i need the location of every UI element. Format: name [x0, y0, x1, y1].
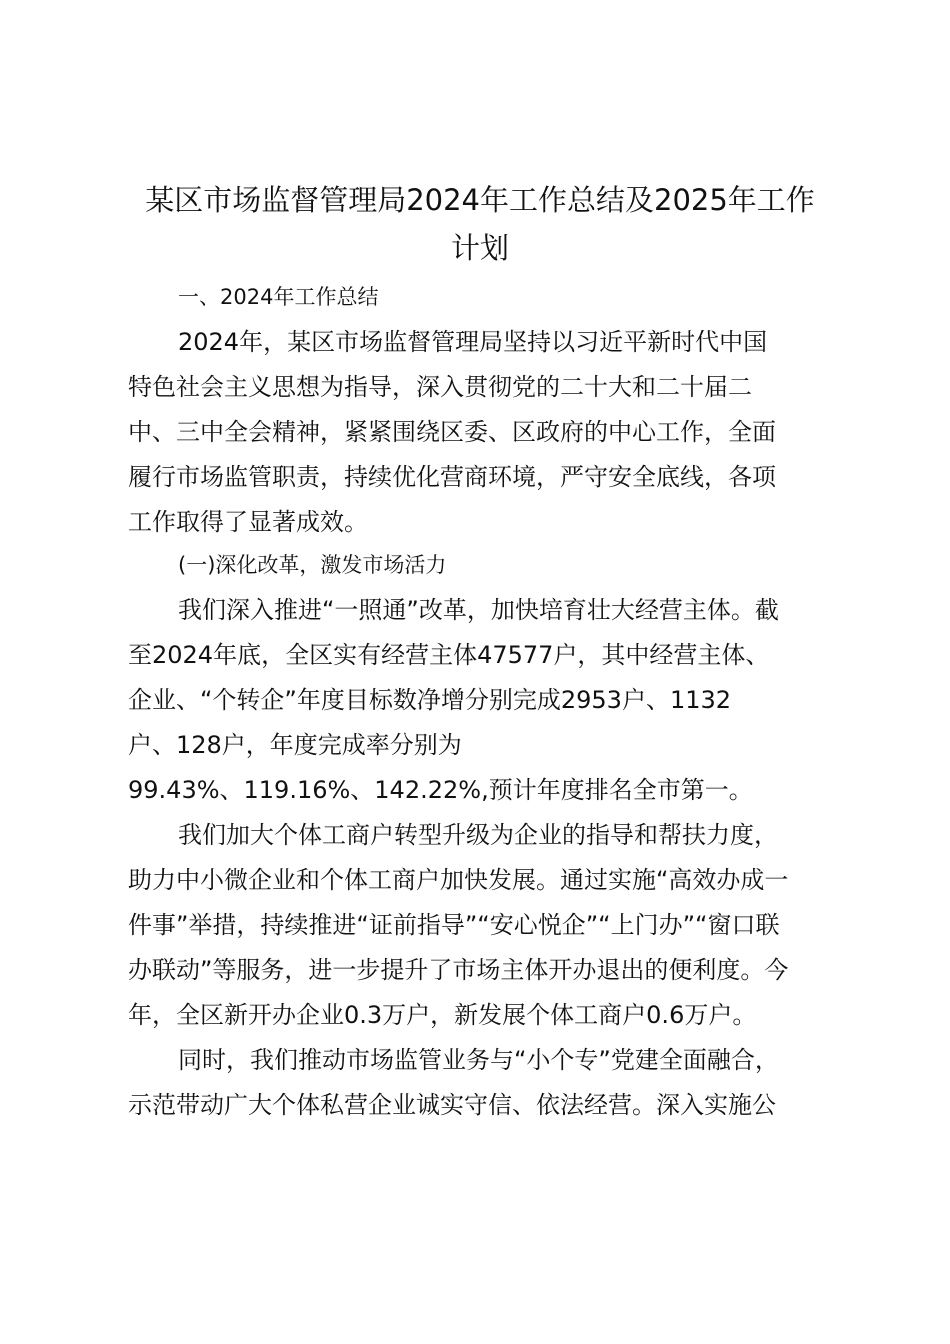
subsection-heading: (一)深化改革，激发市场活力: [178, 553, 447, 577]
paragraph-line: 办联动”等服务，进一步提升了市场主体开办退出的便利度。今: [128, 956, 789, 984]
paragraph-line: 特色社会主义思想为指导，深入贯彻党的二十大和二十届二: [128, 373, 752, 401]
paragraph-line: 99.43%、119.16%、142.22%,预计年度排名全市第一。: [128, 776, 753, 804]
document-title: [120, 176, 840, 272]
paragraph-line: 示范带动广大个体私营企业诚实守信、依法经营。深入实施公: [128, 1091, 776, 1119]
paragraph-line: 件事”举措，持续推进“证前指导”“安心悦企”“上门办”“窗口联: [128, 911, 780, 939]
paragraph-line: 2024年，某区市场监督管理局坚持以习近平新时代中国: [178, 328, 768, 356]
paragraph-line: 年，全区新开办企业0.3万户，新发展个体工商户0.6万户。: [128, 1001, 757, 1029]
paragraph-line: 至2024年底，全区实有经营主体47577户，其中经营主体、: [128, 641, 770, 669]
paragraph-line: 我们加大个体工商户转型升级为企业的指导和帮扶力度，: [178, 821, 778, 849]
section-heading: 一、2024年工作总结: [178, 285, 379, 309]
paragraph-line: 工作取得了显著成效。: [128, 508, 368, 536]
paragraph-line: 户、128户，年度完成率分别为: [128, 731, 462, 759]
title-line-2: 计划: [450, 231, 509, 265]
paragraph-line: 履行市场监管职责，持续优化营商环境，严守安全底线，各项: [128, 463, 776, 491]
paragraph-line: 中、三中全会精神，紧紧围绕区委、区政府的中心工作，全面: [128, 418, 776, 446]
paragraph-line: 助力中小微企业和个体工商户加快发展。通过实施“高效办成一: [128, 866, 789, 894]
paragraph-line: 同时，我们推动市场监管业务与“小个专”党建全面融合，: [178, 1046, 779, 1074]
paragraph-line: 我们深入推进“一照通”改革，加快培育壮大经营主体。截: [178, 596, 779, 624]
title-line-1: 某区市场监督管理局2024年工作总结及2025年工作: [145, 183, 815, 217]
paragraph-line: 企业、“个转企”年度目标数净增分别完成2953户、1132: [128, 686, 732, 714]
